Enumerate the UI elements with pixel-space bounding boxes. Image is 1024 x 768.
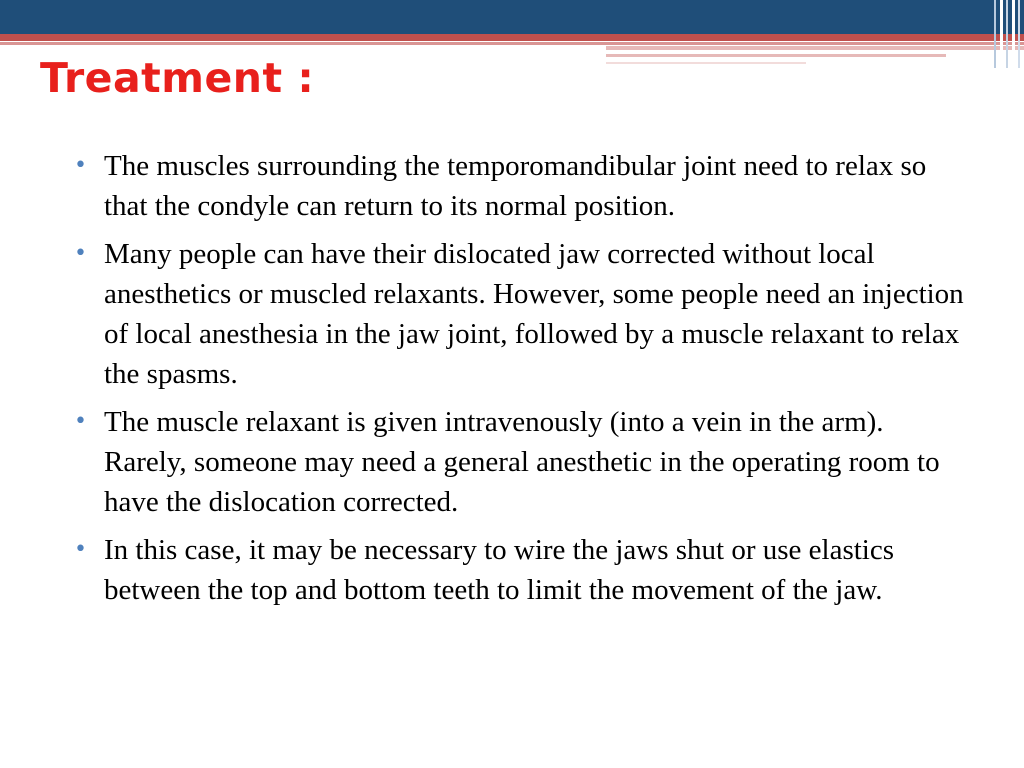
bullet-text: Many people can have their dislocated jaw corrected without local anesthetics or muscled relaxants. However, some people need an injection of local anesthesia in the jaw joint, followed by a muscle relaxant to relax the spasms. xyxy=(104,238,964,390)
header-accent-line xyxy=(606,54,946,57)
bullet-list xyxy=(72,146,972,618)
bullet-item xyxy=(72,146,972,226)
header-accent-line xyxy=(606,62,806,64)
header-band-red-thin xyxy=(0,42,1024,45)
slide-title: Treatment : xyxy=(40,54,315,102)
header-accent-line xyxy=(606,46,1024,50)
bullet-icon: • xyxy=(74,409,87,434)
bullet-item xyxy=(72,402,972,522)
bullet-text: In this case, it may be necessary to wire the jaws shut or use elastics between the top and bottom teeth to limit the movement of the jaw. xyxy=(104,534,895,606)
bullet-text: The muscle relaxant is given intravenously (into a vein in the arm). Rarely, someone may need a general anesthetic in the operating room to have the dislocation corrected. xyxy=(104,406,940,518)
header-band-navy xyxy=(0,0,1024,34)
header-band-red xyxy=(0,34,1024,41)
bullet-text: The muscles surrounding the temporomandibular joint need to relax so that the condyle can return to its normal position. xyxy=(104,150,927,222)
bullet-item xyxy=(72,530,972,610)
bullet-icon: • xyxy=(74,241,87,266)
bullet-icon: • xyxy=(74,537,87,562)
bullet-item xyxy=(72,234,972,394)
bullet-icon: • xyxy=(74,153,87,178)
header-edge-stripes xyxy=(990,0,1024,68)
